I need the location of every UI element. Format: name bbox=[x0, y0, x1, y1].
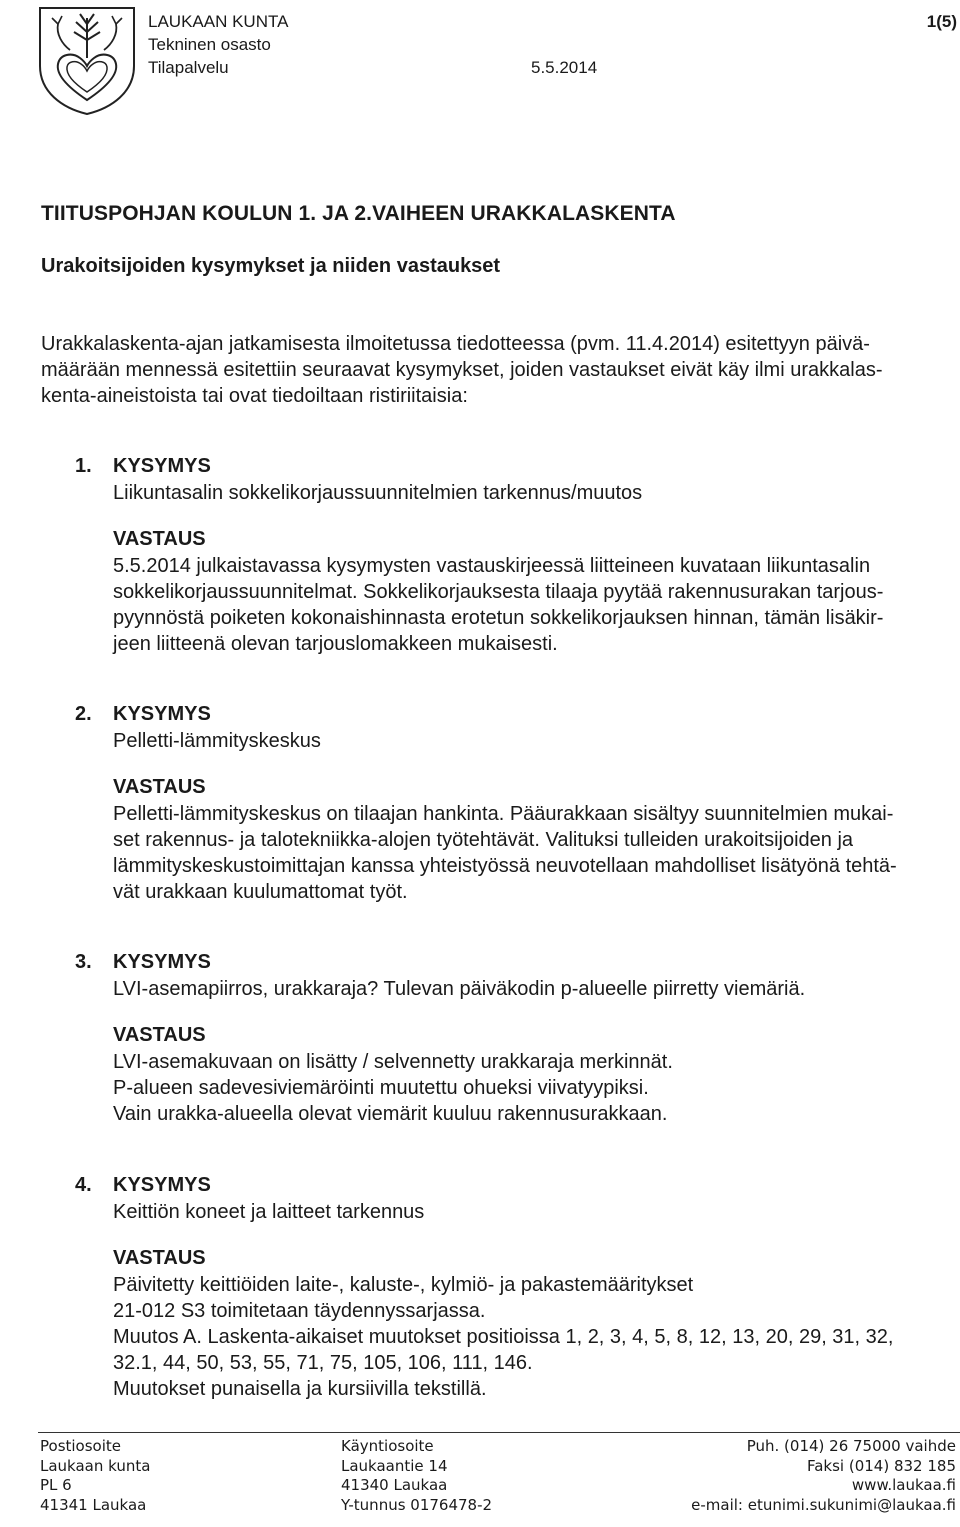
intro-line: määrään mennessä esitettiin seuraavat kysymykset, joiden vastaukset eivät käy ilmi urakkalas- bbox=[41, 359, 883, 381]
answer-label: VASTAUS bbox=[113, 776, 206, 798]
document-title: TIITUSPOHJAN KOULUN 1. JA 2.VAIHEEN URAKKALASKENTA bbox=[41, 202, 676, 225]
question-heading: KYSYMYS bbox=[113, 1174, 211, 1196]
footer-fax: Faksi (014) 832 185 bbox=[806, 1456, 956, 1475]
answer-line: LVI-asemakuvaan on lisätty / selvennetty urakkaraja merkinnät. bbox=[113, 1051, 673, 1073]
document-subtitle: Urakoitsijoiden kysymykset ja niiden vastaukset bbox=[41, 255, 501, 277]
footer-line: Käyntiosoite bbox=[341, 1437, 434, 1455]
answer-line: sokkelikorjaussuunnitelmat. Sokkelikorjauksesta tilaaja pyytää rakennusurakan tarjous- bbox=[113, 581, 884, 603]
footer-divider bbox=[38, 1432, 960, 1433]
page-number: 1(5) bbox=[926, 12, 957, 31]
footer-line: Laukaantie 14 bbox=[341, 1456, 448, 1475]
answer-text bbox=[113, 1049, 958, 1127]
footer-line: PL 6 bbox=[40, 1476, 72, 1494]
answer-text bbox=[113, 801, 958, 905]
footer-line: Y-tunnus 0176478-2 bbox=[341, 1495, 493, 1514]
coat-of-arms-logo bbox=[36, 4, 138, 116]
answer-text bbox=[113, 1272, 958, 1402]
question-text bbox=[113, 976, 958, 1002]
answer-line: 32.1, 44, 50, 53, 55, 71, 75, 105, 106, 111, 146. bbox=[113, 1352, 533, 1374]
question-number: 3. bbox=[75, 951, 92, 973]
answer-line: Vain urakka-alueella olevat viemärit kuuluu rakennusurakkaan. bbox=[113, 1103, 668, 1125]
answer-line: Muutokset punaisella ja kursiivilla tekstillä. bbox=[113, 1378, 487, 1400]
footer-line: 41341 Laukaa bbox=[40, 1495, 147, 1514]
question-heading: KYSYMYS bbox=[113, 703, 211, 725]
question-text bbox=[113, 1199, 958, 1225]
question-line: Keittiön koneet ja laitteet tarkennus bbox=[113, 1201, 425, 1223]
intro-line: Urakkalaskenta-ajan jatkamisesta ilmoitetussa tiedotteessa (pvm. 11.4.2014) esitettyyn päivä- bbox=[41, 333, 870, 355]
answer-line: P-alueen sadevesiviemäröinti muutettu ohueksi viivatyypiksi. bbox=[113, 1077, 649, 1099]
answer-line: 5.5.2014 julkaistavassa kysymysten vastauskirjeessä liitteineen kuvataan liikuntasalin bbox=[113, 555, 871, 577]
footer-email-link[interactable]: e-mail: etunimi.sukunimi@laukaa.fi bbox=[691, 1495, 956, 1514]
answer-line: 21-012 S3 toimitetaan täydennyssarjassa. bbox=[113, 1300, 486, 1322]
answer-line: Pelletti-lämmityskeskus on tilaajan hankinta. Pääurakkaan sisältyy suunnitelmien mukai- bbox=[113, 803, 894, 825]
footer-line: 41340 Laukaa bbox=[341, 1476, 448, 1494]
question-heading: KYSYMYS bbox=[113, 951, 211, 973]
answer-line: jeen liitteenä olevan tarjouslomakkeen mukaisesti. bbox=[113, 633, 558, 655]
footer-line: Laukaan kunta bbox=[40, 1456, 151, 1475]
org-name: LAUKAAN KUNTA bbox=[148, 12, 289, 31]
question-text bbox=[113, 480, 958, 506]
question-line: Pelletti-lämmityskeskus bbox=[113, 730, 321, 752]
answer-line: lämmityskeskustoimittajan kanssa yhteistyössä neuvotellaan mahdolliset lisätyönä tehtä- bbox=[113, 855, 897, 877]
answer-line: set rakennus- ja talotekniikka-alojen työtehtävät. Valituksi tulleiden urakoitsijoiden ja bbox=[113, 829, 854, 851]
question-number: 4. bbox=[75, 1174, 92, 1196]
question-heading: KYSYMYS bbox=[113, 455, 211, 477]
footer-postal-address bbox=[40, 1437, 150, 1515]
answer-line: Päivitetty keittiöiden laite-, kaluste-, kylmiö- ja pakastemääritykset bbox=[113, 1274, 694, 1296]
footer-visiting-address bbox=[341, 1437, 492, 1515]
org-department: Tekninen osasto bbox=[148, 35, 271, 54]
answer-line: pyynnöstä poiketen kokonaishinnasta erotetun sokkelikorjauksen hinnan, tämän lisäkir- bbox=[113, 607, 884, 629]
answer-label: VASTAUS bbox=[113, 528, 206, 550]
header-date: 5.5.2014 bbox=[531, 58, 598, 77]
answer-line: vät urakkaan kuulumattomat työt. bbox=[113, 881, 408, 903]
footer-phone: Puh. (014) 26 75000 vaihde bbox=[746, 1437, 956, 1455]
org-unit: Tilapalvelu bbox=[148, 58, 229, 77]
question-number: 2. bbox=[75, 703, 92, 725]
answer-line: Muutos A. Laskenta-aikaiset muutokset positioissa 1, 2, 3, 4, 5, 8, 12, 13, 20, 29, 31, 32, bbox=[113, 1326, 894, 1348]
footer-website-link[interactable]: www.laukaa.fi bbox=[851, 1476, 956, 1494]
answer-label: VASTAUS bbox=[113, 1247, 206, 1269]
answer-text bbox=[113, 553, 958, 657]
question-line: LVI-asemapiirros, urakkaraja? Tulevan päiväkodin p-alueelle piirretty viemäriä. bbox=[113, 978, 806, 1000]
answer-label: VASTAUS bbox=[113, 1024, 206, 1046]
footer-line: Postiosoite bbox=[40, 1437, 121, 1455]
footer-contact bbox=[691, 1437, 956, 1515]
question-text bbox=[113, 728, 958, 754]
intro-line: kenta-aineistoista tai ovat tiedoiltaan ristiriitaisia: bbox=[41, 385, 468, 407]
intro-paragraph bbox=[41, 331, 956, 409]
question-line: Liikuntasalin sokkelikorjaussuunnitelmien tarkennus/muutos bbox=[113, 482, 643, 504]
question-number: 1. bbox=[75, 455, 92, 477]
